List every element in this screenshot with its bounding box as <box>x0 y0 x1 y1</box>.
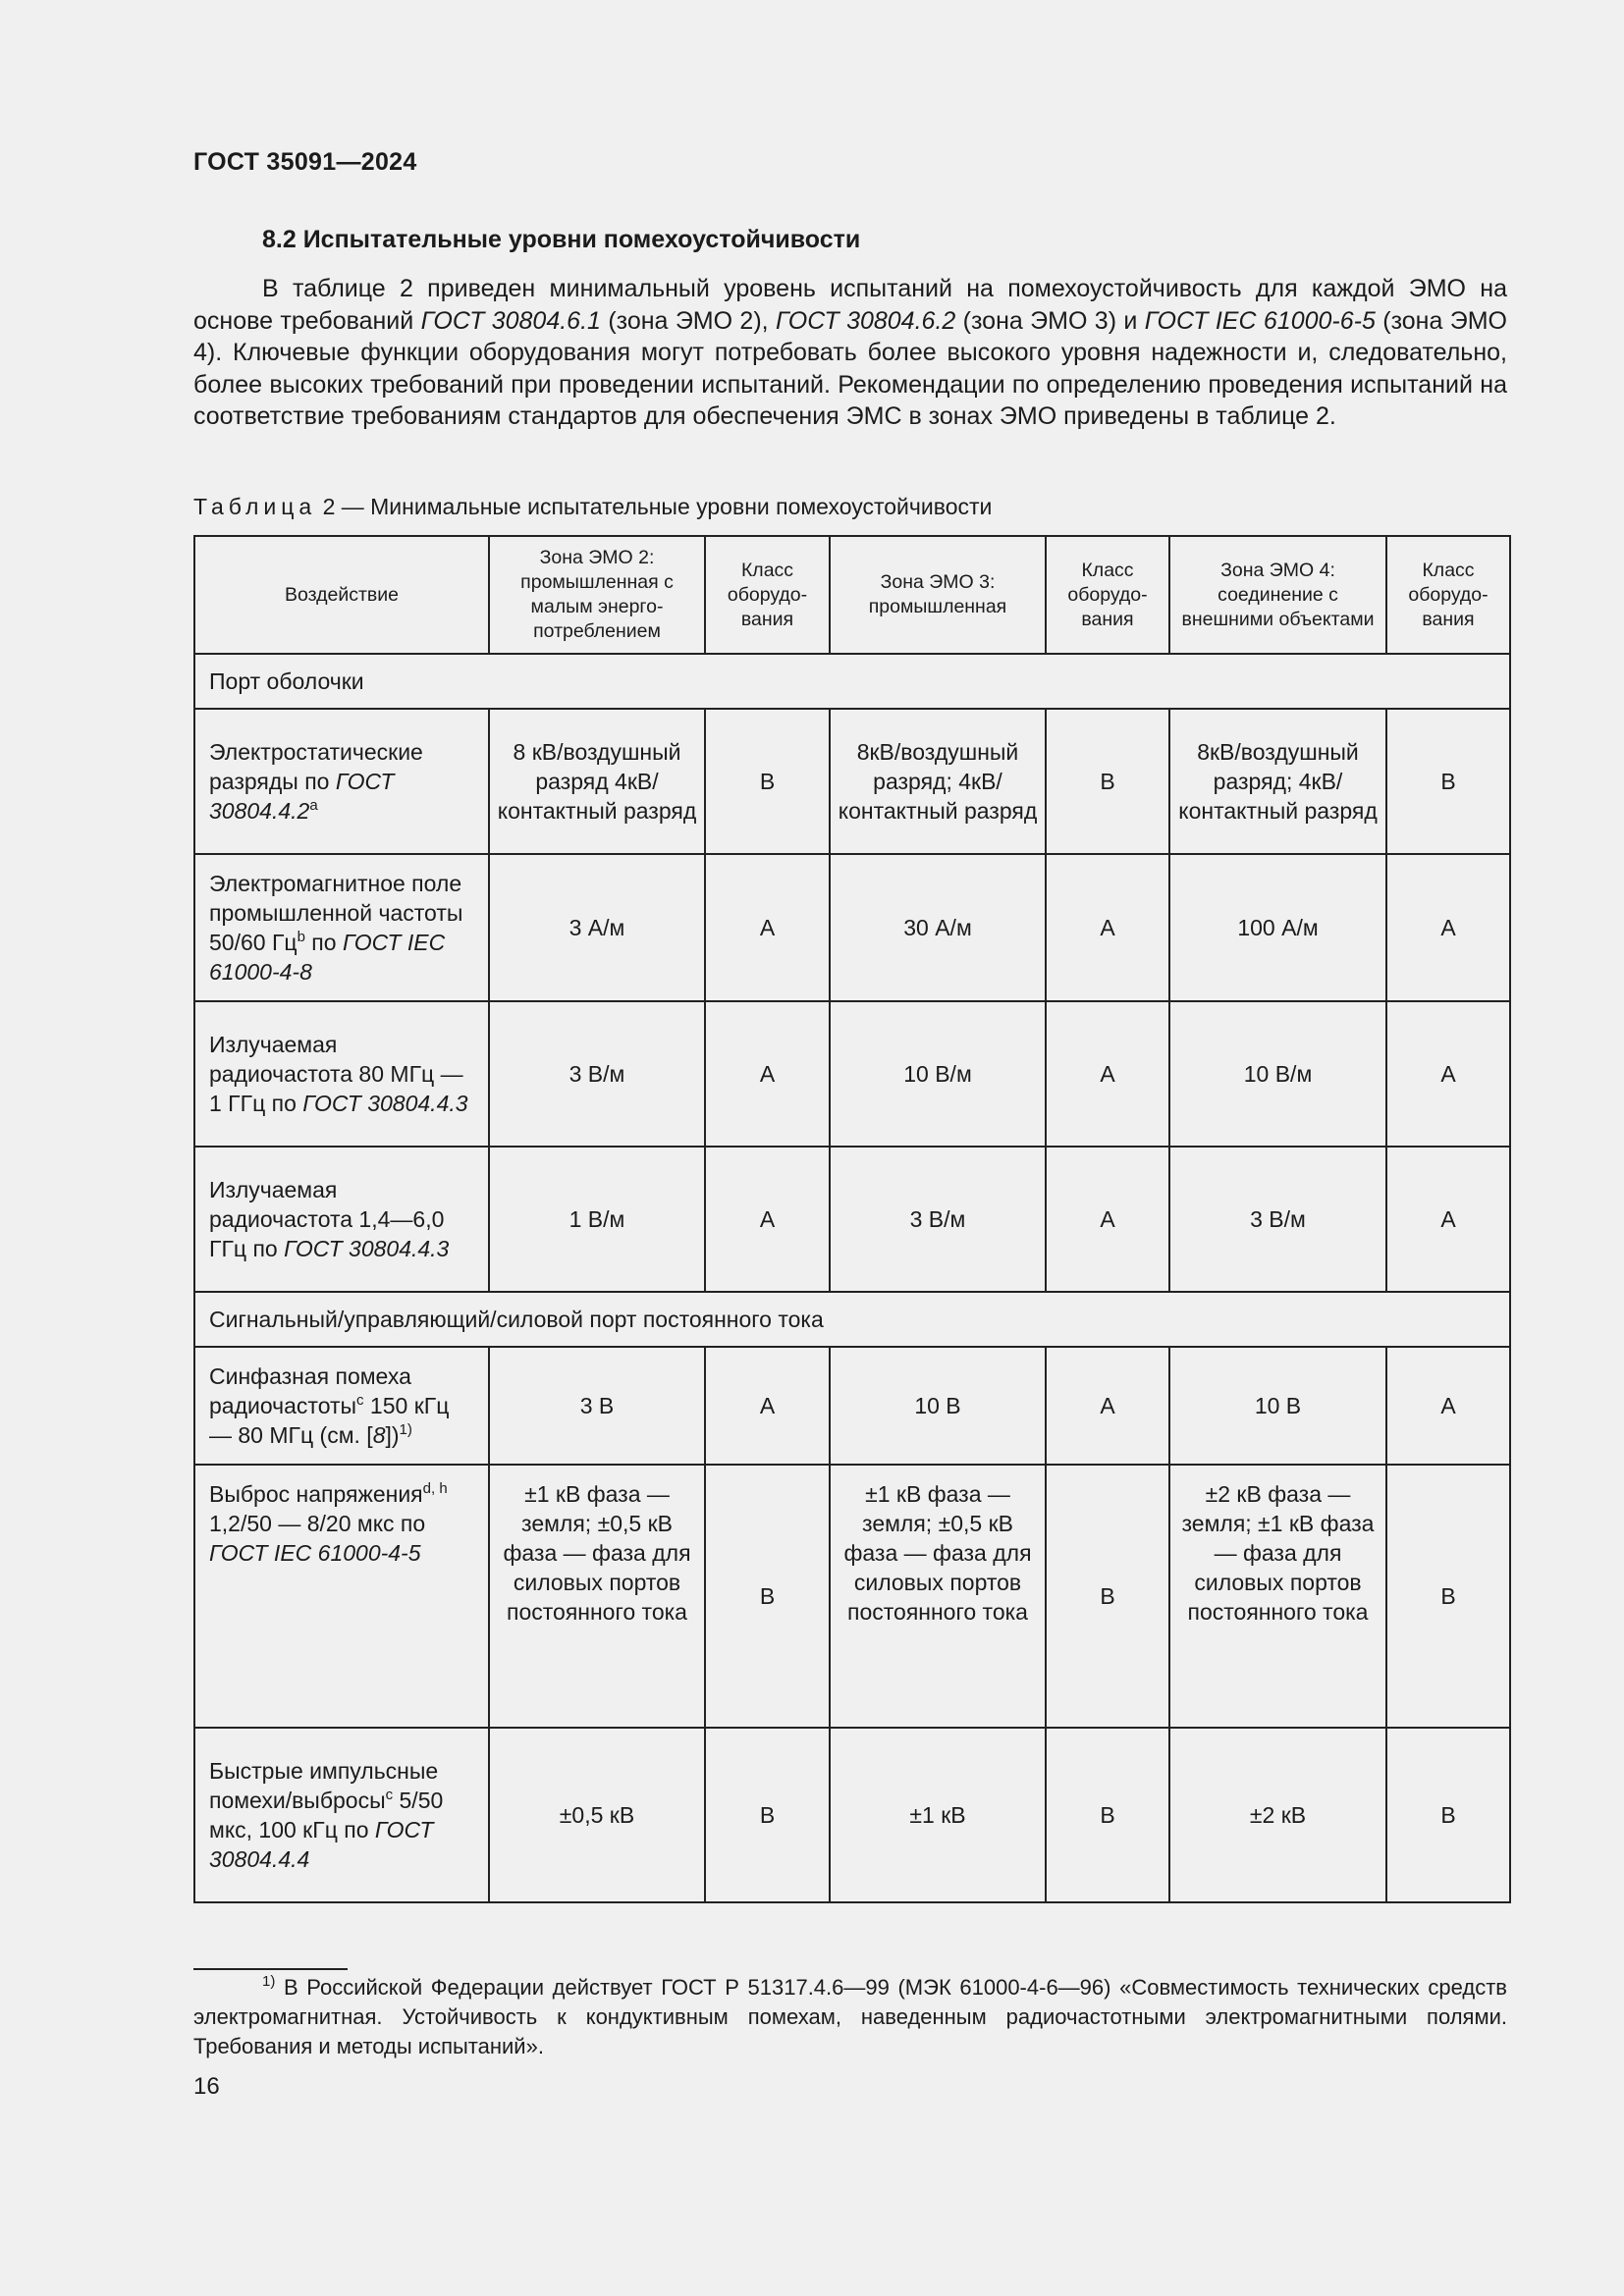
phenomenon-text: Излучаемая радиочастота 80 МГц —1 ГГц по <box>209 1032 463 1116</box>
standard-ref: ГОСТ 30804.4.3 <box>302 1091 468 1116</box>
footnote-mark: d, h <box>422 1480 448 1497</box>
phenomenon-text: по <box>304 930 343 955</box>
zone4-class: B <box>1386 1465 1510 1728</box>
footnote-mark: c <box>356 1392 364 1409</box>
group-row-dc-port <box>194 1292 1510 1347</box>
page-number: 16 <box>193 2073 220 2100</box>
zone3-class: B <box>1046 1465 1169 1728</box>
header-class-zone3: Класс оборудо-вания <box>1046 536 1169 654</box>
footnote-mark: a <box>309 797 318 814</box>
phenomenon-cell <box>194 1147 489 1292</box>
zone4-level: 10 В/м <box>1169 1001 1386 1147</box>
zone3-level: 3 В/м <box>830 1147 1046 1292</box>
phenomenon-text: Излучаемая радиочастота 1,4—6,0 ГГц по <box>209 1177 445 1261</box>
footnote <box>193 1973 1507 2061</box>
immunity-levels-table <box>193 535 1511 1903</box>
zone4-class: A <box>1386 854 1510 1001</box>
zone2-class: A <box>705 1147 830 1292</box>
table-row <box>194 1728 1510 1902</box>
header-zone3: Зона ЭМО 3: промышленная <box>830 536 1046 654</box>
phenomenon-cell <box>194 1347 489 1465</box>
zone3-class: A <box>1046 1147 1169 1292</box>
phenomenon-cell <box>194 709 489 854</box>
phenomenon-text: Выброс напряжения <box>209 1481 423 1507</box>
zone3-class: A <box>1046 854 1169 1001</box>
phenomenon-cell <box>194 1465 489 1728</box>
footnote-text: В Российской Федерации действует ГОСТ Р 51317.4.6—99 (МЭК 61000-4-6—96) «Совместимость технических средств электромагнитная. Устойчивость к кондуктивным помехам, наведенным радиочастотными электромагнитными полями. Требования и методы испытаний». <box>193 1975 1507 2058</box>
zone4-class: B <box>1386 1728 1510 1902</box>
phenomenon-text: ]) <box>385 1422 400 1448</box>
table-row <box>194 854 1510 1001</box>
zone4-class: A <box>1386 1347 1510 1465</box>
zone2-level: 3 В/м <box>489 1001 705 1147</box>
intro-text-2: (зона ЭМО 2), <box>600 306 776 335</box>
footnote-mark: b <box>297 929 305 945</box>
table-caption <box>193 494 992 520</box>
header-zone2: Зона ЭМО 2: промышленная с малым энерго-потреблением <box>489 536 705 654</box>
zone2-level: 8 кВ/воздушный разряд 4кВ/контактный разряд <box>489 709 705 854</box>
phenomenon-text: 150 кГц — 80 МГц (см. [ <box>209 1393 450 1448</box>
group-row-enclosure-port <box>194 654 1510 709</box>
zone2-level: 3 А/м <box>489 854 705 1001</box>
header-class-zone2: Класс оборудо-вания <box>705 536 830 654</box>
standard-ref: ГОСТ IEC 61000-4-5 <box>209 1540 421 1566</box>
standard-ref: ГОСТ IEC 61000-4-8 <box>209 930 446 985</box>
phenomenon-text: 1,2/50 — 8/20 мкс по <box>209 1511 426 1536</box>
table-caption-word: Таблица <box>193 494 317 519</box>
zone2-level: ±1 кВ фаза — земля; ±0,5 кВ фаза — фаза для силовых портов постоянного тока <box>489 1465 705 1728</box>
intro-text-1: В таблице 2 приведен минимальный уровень испытаний на помехоустойчивость для каждой ЭМО на основе требований <box>193 275 1507 335</box>
phenomenon-cell <box>194 854 489 1001</box>
footnote-mark: 1) <box>399 1421 412 1438</box>
zone3-level: 10 В <box>830 1347 1046 1465</box>
zone2-class: B <box>705 1465 830 1728</box>
zone3-class: A <box>1046 1001 1169 1147</box>
table-row <box>194 1147 1510 1292</box>
phenomenon-text: 5/50 мкс, 100 кГц по <box>209 1788 444 1842</box>
intro-text-3: (зона ЭМО 3) и <box>955 306 1145 335</box>
standard-ref: ГОСТ 30804.4.4 <box>209 1817 434 1872</box>
header-class-zone4: Класс оборудо-вания <box>1386 536 1510 654</box>
zone4-class: A <box>1386 1001 1510 1147</box>
zone3-level: ±1 кВ фаза — земля; ±0,5 кВ фаза — фаза для силовых портов постоянного тока <box>830 1465 1046 1728</box>
table-header-row <box>194 536 1510 654</box>
header-phenomenon: Воздействие <box>194 536 489 654</box>
zone2-level: 1 В/м <box>489 1147 705 1292</box>
phenomenon-text: Быстрые импульсные помехи/выбросы <box>209 1758 439 1813</box>
phenomenon-text: Синфазная помеха радиочастоты <box>209 1363 411 1418</box>
section-title: 8.2 Испытательные уровни помехоустойчивости <box>262 226 861 253</box>
zone3-class: A <box>1046 1347 1169 1465</box>
table-row <box>194 1465 1510 1728</box>
table-row <box>194 1347 1510 1465</box>
bibliography-ref: 8 <box>372 1422 386 1448</box>
zone4-level: ±2 кВ <box>1169 1728 1386 1902</box>
intro-ref-2: ГОСТ 30804.6.2 <box>775 306 956 335</box>
table-caption-text: 2 — Минимальные испытательные уровни помехоустойчивости <box>316 494 993 519</box>
standard-ref: ГОСТ 30804.4.2 <box>209 769 395 824</box>
intro-ref-1: ГОСТ 30804.6.1 <box>420 306 601 335</box>
group-label: Порт оболочки <box>194 654 1510 709</box>
standard-ref: ГОСТ 30804.4.3 <box>284 1236 450 1261</box>
zone4-level: 100 А/м <box>1169 854 1386 1001</box>
zone2-level: 3 В <box>489 1347 705 1465</box>
zone4-level: 10 В <box>1169 1347 1386 1465</box>
zone2-class: A <box>705 854 830 1001</box>
zone2-class: B <box>705 1728 830 1902</box>
zone4-level: 3 В/м <box>1169 1147 1386 1292</box>
phenomenon-text: Электромагнитное поле промышленной частоты 50/60 Гц <box>209 871 463 955</box>
header-zone4: Зона ЭМО 4: соединение с внешними объектами <box>1169 536 1386 654</box>
footnote-divider <box>193 1968 348 1970</box>
zone3-level: 8кВ/воздушный разряд; 4кВ/контактный разряд <box>830 709 1046 854</box>
footnote-mark: 1) <box>262 1973 276 1990</box>
zone4-class: B <box>1386 709 1510 854</box>
footnote-lead <box>193 1975 275 2000</box>
zone2-class: B <box>705 709 830 854</box>
document-code: ГОСТ 35091—2024 <box>193 148 417 176</box>
group-label: Сигнальный/управляющий/силовой порт постоянного тока <box>194 1292 1510 1347</box>
table-row <box>194 1001 1510 1147</box>
zone2-class: A <box>705 1001 830 1147</box>
zone4-level: 8кВ/воздушный разряд; 4кВ/контактный разряд <box>1169 709 1386 854</box>
zone3-level: ±1 кВ <box>830 1728 1046 1902</box>
zone3-class: B <box>1046 709 1169 854</box>
zone2-class: A <box>705 1347 830 1465</box>
intro-paragraph <box>193 273 1507 433</box>
zone3-level: 10 В/м <box>830 1001 1046 1147</box>
table-row <box>194 709 1510 854</box>
zone4-level: ±2 кВ фаза — земля; ±1 кВ фаза — фаза для силовых портов постоянного тока <box>1169 1465 1386 1728</box>
zone3-class: B <box>1046 1728 1169 1902</box>
zone4-class: A <box>1386 1147 1510 1292</box>
zone2-level: ±0,5 кВ <box>489 1728 705 1902</box>
footnote-mark: c <box>385 1787 394 1803</box>
zone3-level: 30 А/м <box>830 854 1046 1001</box>
phenomenon-cell <box>194 1001 489 1147</box>
phenomenon-cell <box>194 1728 489 1902</box>
intro-text-4: (зона ЭМО 4). Ключевые функции оборудования могут потребовать более высокого уровня надежности и, следовательно, более высоких требований при проведении испытаний. Рекомендации по определению проведения испытаний на соответствие требованиям стандартов для обеспечения ЭМС в зонах ЭМО приведены в таблице 2. <box>193 306 1507 430</box>
intro-ref-3: ГОСТ IEC 61000-6-5 <box>1144 306 1376 335</box>
phenomenon-text: Электростатические разряды по <box>209 739 423 794</box>
